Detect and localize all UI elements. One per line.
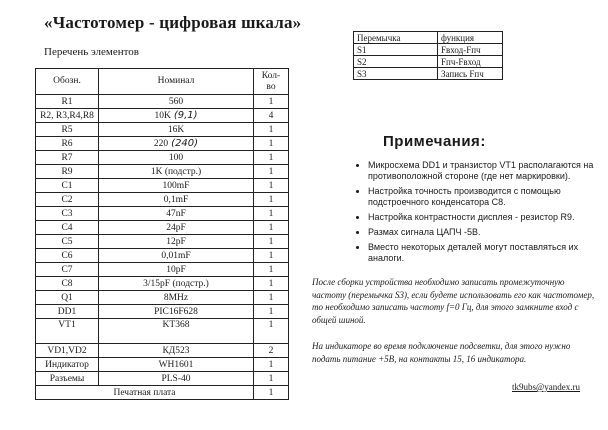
table-row xyxy=(354,68,503,80)
cell-ref: C6 xyxy=(36,249,99,263)
cell-value-text: PLS-40 xyxy=(161,373,191,384)
cell-value xyxy=(99,207,254,221)
list-item: • Настройка контрастности дисплея - резистор R9. xyxy=(368,212,603,223)
cell-value-text: PIC16F628 xyxy=(154,306,198,317)
cell-ref: C7 xyxy=(36,263,99,277)
cell-value xyxy=(99,179,254,193)
cell-ref: C1 xyxy=(36,179,99,193)
table-row xyxy=(36,249,289,263)
cell-ref: Q1 xyxy=(36,291,99,305)
table-row xyxy=(36,179,289,193)
table-row xyxy=(36,372,289,386)
cell-ref: C5 xyxy=(36,235,99,249)
cell-value xyxy=(99,263,254,277)
notes-title: Примечания: xyxy=(383,133,486,150)
cell-ref: Индикатор xyxy=(36,358,99,372)
cell-value xyxy=(99,165,254,179)
cell-ref: VD1,VD2 xyxy=(36,344,99,358)
cell-ref: R6 xyxy=(36,137,99,151)
notes-list xyxy=(340,160,603,268)
cell-qty: 1 xyxy=(254,221,289,235)
cell-qty: 4 xyxy=(254,109,289,123)
cell-qty: 1 xyxy=(254,277,289,291)
cell-value-text: 100mF xyxy=(162,180,190,191)
list-item: • Размах сигнала ЦАПЧ -5В. xyxy=(368,227,603,238)
jumper-table-body xyxy=(354,32,503,80)
author-email: tk9ubs@yandex.ru xyxy=(512,382,581,392)
cell-value-text: КД523 xyxy=(162,345,190,356)
cell-value-text: 8MHz xyxy=(163,292,189,303)
cell-value xyxy=(99,319,254,344)
cell-value-text: 24pF xyxy=(166,222,186,233)
cell-value xyxy=(99,372,254,386)
table-row xyxy=(36,95,289,109)
table-row xyxy=(36,263,289,277)
cell-value-text: 0,01mF xyxy=(161,250,191,261)
handwritten-note: (240) xyxy=(171,137,199,149)
cell-value-text: 1K (подстр.) xyxy=(150,166,202,177)
jumper-function: Fпч-Fвход xyxy=(438,56,503,68)
cell-ref: R7 xyxy=(36,151,99,165)
cell-qty: 1 xyxy=(254,95,289,109)
cell-value xyxy=(99,344,254,358)
cell-value-text: 12pF xyxy=(166,236,186,247)
cell-qty: 2 xyxy=(254,344,289,358)
jumper-name: S1 xyxy=(354,44,438,56)
table-row xyxy=(36,358,289,372)
cell-qty: 1 xyxy=(254,207,289,221)
cell-value-text: WH1601 xyxy=(158,359,194,370)
table-row xyxy=(36,137,289,151)
parts-table xyxy=(35,68,289,400)
cell-value-text: 560 xyxy=(168,96,184,107)
table-row xyxy=(36,123,289,137)
cell-ref: Печатная плата xyxy=(36,386,254,400)
header-qty: Кол-во xyxy=(254,69,289,95)
table-row xyxy=(354,56,503,68)
table-row xyxy=(36,109,289,123)
cell-value xyxy=(99,193,254,207)
cell-value xyxy=(99,291,254,305)
jumper-header-name: Перемычка xyxy=(354,32,438,44)
cell-value xyxy=(99,249,254,263)
cell-value-text: 220 xyxy=(153,138,169,149)
cell-value xyxy=(99,137,254,151)
cell-ref: VT1 xyxy=(36,319,99,344)
table-row xyxy=(36,151,289,165)
table-row xyxy=(36,319,289,344)
jumper-function: Fвход-Fпч xyxy=(438,44,503,56)
cell-ref: C2 xyxy=(36,193,99,207)
table-row xyxy=(36,386,289,400)
cell-ref: Разъемы xyxy=(36,372,99,386)
cell-qty: 1 xyxy=(254,165,289,179)
jumper-name: S2 xyxy=(354,56,438,68)
table-row xyxy=(36,305,289,319)
cell-qty: 1 xyxy=(254,305,289,319)
paragraph-frequency: После сборки устройства необходимо записать промежуточную частоту (перемычка S3), если будете использовать его как частотомер, то необходимо записать частоту f=0 Гц, для этого замкните вход с общей шиной. xyxy=(312,277,595,325)
cell-qty: 1 xyxy=(254,193,289,207)
parts-table-header xyxy=(36,69,289,95)
parts-table-body xyxy=(36,95,289,400)
cell-ref: R9 xyxy=(36,165,99,179)
cell-ref: R2, R3,R4,R8 xyxy=(36,109,99,123)
cell-qty: 1 xyxy=(254,386,289,400)
cell-value-text: 47nF xyxy=(166,208,186,219)
list-item: • Микросхема DD1 и транзистор VT1 располагаются на противоположной стороне (где нет маркировки). xyxy=(368,160,603,182)
cell-value xyxy=(99,358,254,372)
cell-value xyxy=(99,109,254,123)
parts-list-subtitle: Перечень элементов xyxy=(44,46,139,58)
cell-value xyxy=(99,221,254,235)
cell-value-text: 10pF xyxy=(166,264,186,275)
jumper-table xyxy=(353,31,503,80)
cell-value xyxy=(99,123,254,137)
jumper-header-func: функция xyxy=(438,32,503,44)
table-row xyxy=(36,221,289,235)
cell-value-text: 16K xyxy=(167,124,185,135)
cell-ref: C3 xyxy=(36,207,99,221)
table-row xyxy=(36,193,289,207)
cell-qty: 1 xyxy=(254,372,289,386)
cell-ref: R1 xyxy=(36,95,99,109)
document-title: «Частотомер - цифровая шкала» xyxy=(44,13,302,32)
handwritten-note: (9,1) xyxy=(173,109,198,121)
cell-value-text: KT368 xyxy=(162,320,190,330)
cell-qty: 1 xyxy=(254,249,289,263)
cell-value xyxy=(99,277,254,291)
table-row xyxy=(36,207,289,221)
cell-value xyxy=(99,235,254,249)
list-item: • Вместо некоторых деталей могут поставляться их аналоги. xyxy=(368,242,603,264)
cell-qty: 1 xyxy=(254,291,289,305)
jumper-name: S3 xyxy=(354,68,438,80)
cell-value xyxy=(99,95,254,109)
table-row xyxy=(36,235,289,249)
cell-ref: C4 xyxy=(36,221,99,235)
cell-qty: 1 xyxy=(254,179,289,193)
table-row xyxy=(36,165,289,179)
cell-value-text: 10K xyxy=(154,110,171,121)
jumper-function: Запись Fпч xyxy=(438,68,503,80)
table-row xyxy=(36,291,289,305)
paragraph-backlight: На индикаторе во время подключение подсветки, для этого нужно подать питание +5В, на контакты 15, 16 индикатора. xyxy=(312,341,571,364)
cell-qty: 1 xyxy=(254,358,289,372)
table-row xyxy=(36,344,289,358)
cell-ref: R5 xyxy=(36,123,99,137)
cell-ref: DD1 xyxy=(36,305,99,319)
cell-qty: 1 xyxy=(254,123,289,137)
cell-ref: C8 xyxy=(36,277,99,291)
cell-qty: 1 xyxy=(254,235,289,249)
cell-qty: 1 xyxy=(254,319,289,344)
list-item: • Настройка точность производится с помощью подстроечного конденсатора C8. xyxy=(368,186,603,208)
header-ref: Обозн. xyxy=(36,69,99,95)
cell-qty: 1 xyxy=(254,151,289,165)
table-row xyxy=(354,44,503,56)
cell-value xyxy=(99,305,254,319)
cell-value-text: 3/15pF (подстр.) xyxy=(143,278,209,289)
cell-value-text: 100 xyxy=(168,152,184,163)
cell-value xyxy=(99,151,254,165)
cell-qty: 1 xyxy=(254,263,289,277)
header-value: Номинал xyxy=(99,69,254,95)
table-row xyxy=(36,277,289,291)
jumper-table-header xyxy=(354,32,503,44)
cell-qty: 1 xyxy=(254,137,289,151)
cell-value-text: 0,1mF xyxy=(163,194,189,205)
